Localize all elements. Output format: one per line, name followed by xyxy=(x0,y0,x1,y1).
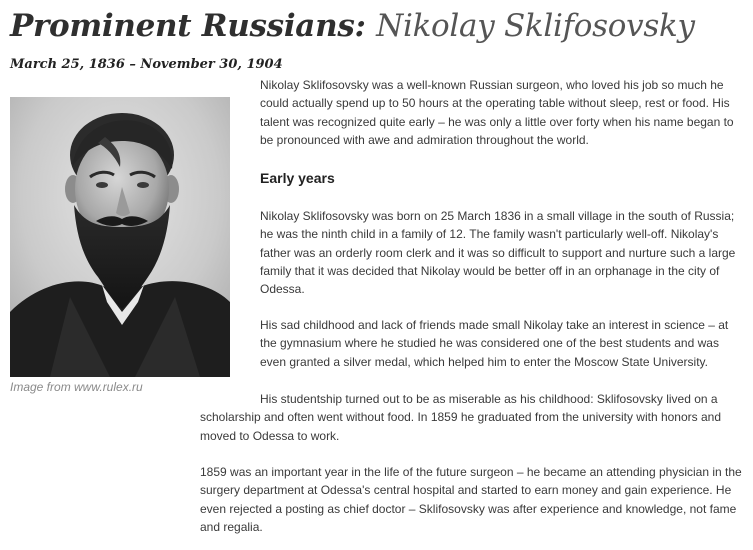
section-heading: Early years xyxy=(260,170,335,186)
page-title xyxy=(10,6,695,46)
title-name: Nikolay Sklifosovsky xyxy=(376,8,695,44)
life-dates: March 25, 1836 – November 30, 1904 xyxy=(10,57,283,72)
image-caption: Image from www.rulex.ru xyxy=(10,380,143,394)
article-paragraph: His studentship turned out to be as miserable as his childhood: Sklifosovsky lived on a scholarship and often went without food. In 1859 he graduated from the university with honors and moved to Odessa to work. xyxy=(200,392,721,443)
article-paragraph: His sad childhood and lack of friends made small Nikolay take an interest in science – at the gymnasium where he studied he was considered one of the best students and was even granted a silver medal, which helped him to enter the Moscow State University. xyxy=(260,318,729,369)
title-lead: Prominent Russians: xyxy=(10,8,366,44)
article-paragraph: 1859 was an important year in the life of the future surgeon – he became an attending physician in the surgery department at Odessa's central hospital and started to earn money and gain experience. He even rejected a posting as chief doctor – Sklifosovsky was after experience and knowledge, not fame and regalia. xyxy=(200,465,742,534)
intro-paragraph: Nikolay Sklifosovsky was a well-known Russian surgeon, who loved his job so much he could actually spend up to 50 hours at the operating table without sleep, rest or food. His talent was recognized quite early – he was only a little over forty when his name began to be pronounced with awe and admiration throughout the world. xyxy=(260,78,734,147)
article-paragraph: Nikolay Sklifosovsky was born on 25 March 1836 in a small village in the south of Russia; he was the ninth child in a family of 12. The family wasn't particularly well-off. Nikolay's father was an orderly room clerk and it was so difficult to support and nurture such a large family that it was decided that Nikolay would be better off in an orphanage in the city of Odessa. xyxy=(260,209,736,297)
portrait-photo xyxy=(10,97,230,377)
